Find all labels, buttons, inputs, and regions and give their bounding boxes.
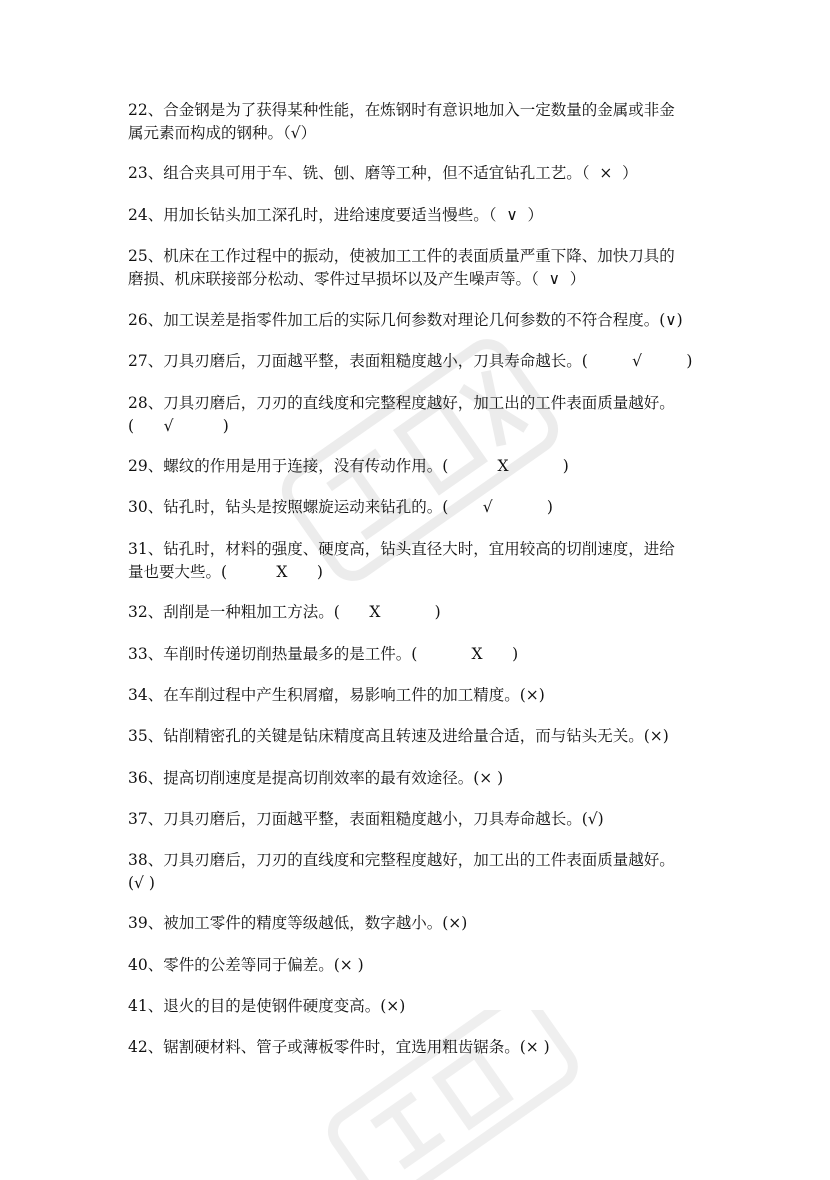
question-line: 属元素而构成的钢种。（√） [128, 124, 317, 142]
question-line: 28、刀具刃磨后，刀刃的直线度和完整程度越好，加工出的工件表面质量越好。 [128, 394, 675, 412]
question-line: 34、在车削过程中产生积屑瘤，易影响工件的加工精度。(×) [128, 686, 545, 704]
question-40 [128, 954, 718, 977]
question-line: 30、钻孔时，钻头是按照螺旋运动来钻孔的。( √ ) [128, 498, 553, 516]
question-line: (√ ) [128, 874, 155, 892]
question-27 [128, 350, 718, 373]
question-33 [128, 643, 718, 666]
question-line: 23、组合夹具可用于车、铣、刨、磨等工种，但不适宜钻孔工艺。（ × ） [128, 164, 638, 182]
question-line: 27、刀具刃磨后，刀面越平整，表面粗糙度越小，刀具寿命越长。( √ ) [128, 352, 693, 370]
question-24 [128, 204, 718, 227]
question-line: 35、钻削精密孔的关键是钻床精度高且转速及进给量合适，而与钻头无关。(×) [128, 727, 669, 745]
question-line: 量也要大些。( X ) [128, 563, 323, 581]
question-line: 22、合金钢是为了获得某种性能，在炼钢时有意识地加入一定数量的金属或非金 [128, 101, 675, 119]
question-28 [128, 392, 718, 438]
question-line: 磨损、机床联接部分松动、零件过早损坏以及产生噪声等。（ ∨ ） [128, 270, 586, 288]
question-line: 25、机床在工作过程中的振动，使被加工工件的表面质量严重下降、加快刀具的 [128, 247, 675, 265]
question-29 [128, 455, 718, 478]
question-line: 41、退火的目的是使钢件硬度变高。(×) [128, 997, 406, 1015]
question-line: 36、提高切削速度是提高切削效率的最有效途径。(× ) [128, 769, 504, 787]
question-32 [128, 601, 718, 624]
question-41 [128, 995, 718, 1018]
question-line: 40、零件的公差等同于偏差。(× ) [128, 956, 364, 974]
question-37 [128, 808, 718, 831]
question-line: ( √ ) [128, 417, 229, 435]
question-26 [128, 309, 718, 332]
question-line: 37、刀具刃磨后，刀面越平整，表面粗糙度越小，刀具寿命越长。(√) [128, 810, 604, 828]
question-25 [128, 245, 718, 291]
question-35 [128, 725, 718, 748]
question-34 [128, 684, 718, 707]
question-line: 32、刮削是一种粗加工方法。( X ) [128, 603, 441, 621]
question-22 [128, 99, 718, 145]
question-line: 33、车削时传递切削热量最多的是工件。( X ) [128, 645, 519, 663]
question-line: 38、刀具刃磨后，刀刃的直线度和完整程度越好，加工出的工件表面质量越好。 [128, 851, 675, 869]
question-31 [128, 538, 718, 584]
question-23 [128, 162, 718, 185]
question-line: 26、加工误差是指零件加工后的实际几何参数对理论几何参数的不符合程度。(∨) [128, 311, 683, 329]
question-line: 42、锯割硬材料、管子或薄板零件时，宜选用粗齿锯条。(× ) [128, 1038, 550, 1056]
question-line: 24、用加长钻头加工深孔时，进给速度要适当慢些。（ ∨ ） [128, 206, 544, 224]
question-30 [128, 496, 718, 519]
question-42 [128, 1036, 718, 1059]
question-36 [128, 767, 718, 790]
question-line: 29、螺纹的作用是用于连接，没有传动作用。( X ) [128, 457, 569, 475]
question-line: 31、钻孔时，材料的强度、硬度高，钻头直径大时，宜用较高的切削速度，进给 [128, 540, 675, 558]
question-line: 39、被加工零件的精度等级越低，数字越小。(×) [128, 914, 468, 932]
question-39 [128, 912, 718, 935]
question-38 [128, 849, 718, 895]
